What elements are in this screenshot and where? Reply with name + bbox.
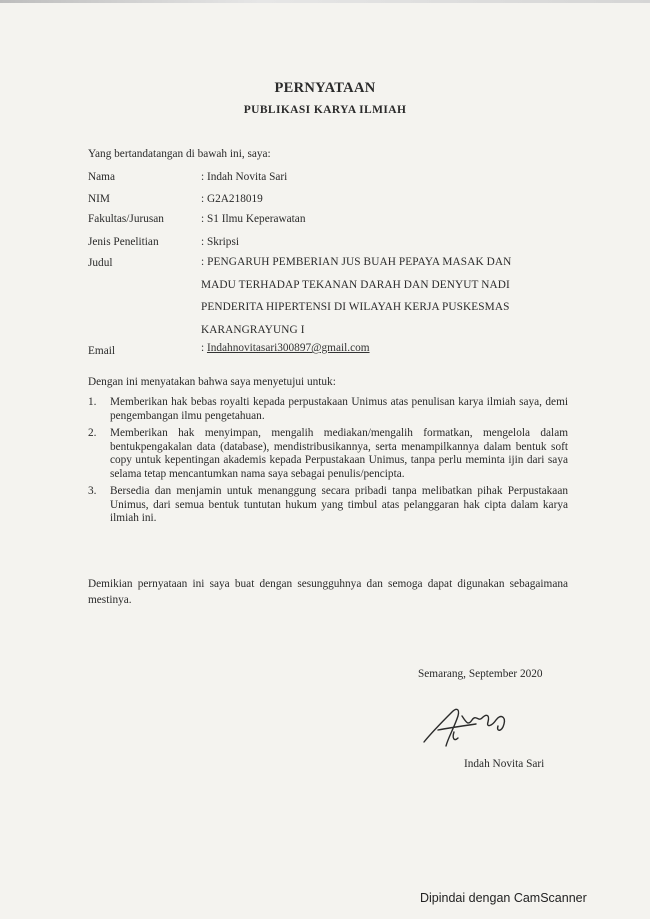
field-label-nama: Nama: [88, 171, 115, 183]
statement-intro: Dengan ini menyatakan bahwa saya menyetujui untuk:: [88, 376, 336, 388]
list-item-text: Bersedia dan menjamin untuk menanggung secara pribadi tanpa melibatkan pihak Perpustakaan Unimus, dari semua bentuk tuntutan hukum yang timbul atas pelanggaran hak cipta dalam karya ilmiah ini.: [110, 485, 568, 524]
field-value-judul: [201, 251, 571, 341]
document-subtitle: PUBLIKASI KARYA ILMIAH: [243, 104, 407, 116]
judul-line: MADU TERHADAP TEKANAN DARAH DAN DENYUT NADI: [201, 278, 510, 291]
field-value-fakultas: : S1 Ilmu Keperawatan: [201, 213, 306, 225]
field-value-email-wrap: [201, 342, 370, 354]
field-value-jenis: : Skripsi: [201, 236, 239, 248]
signer-name: Indah Novita Sari: [464, 758, 545, 770]
email-address: Indahnovitasari300897@gmail.com: [206, 342, 370, 354]
place-date: Semarang, September 2020: [418, 668, 543, 680]
field-label-judul: Judul: [88, 257, 113, 269]
list-item-number: 3.: [88, 485, 97, 497]
list-item: [88, 485, 568, 526]
list-item-text: Memberikan hak menyimpan, mengalih mediakan/mengalih formatkan, mengelola dalam bentukpengakalan data (database), mendistribusikannya, serta menampilkannya dalam bentuk soft copy untuk kepentingan akademis kepada Perpustakaan Unimus, tanpa perlu meminta ijin dari saya selama tetap mencantumkan nama saya sebagai penulis/pencipta.: [110, 427, 568, 480]
field-label-nim: NIM: [88, 193, 110, 205]
list-item-number: 1.: [88, 396, 97, 408]
judul-line: : PENGARUH PEMBERIAN JUS BUAH PEPAYA MASAK DAN: [201, 256, 512, 268]
field-value-nama: : Indah Novita Sari: [201, 171, 288, 183]
document-title: PERNYATAAN: [274, 80, 376, 96]
scanner-watermark: Dipindai dengan CamScanner: [420, 891, 587, 905]
field-value-nim: : G2A218019: [201, 193, 263, 205]
field-label-fakultas: Fakultas/Jurusan: [88, 213, 164, 225]
closing-statement: Demikian pernyataan ini saya buat dengan sesungguhnya dan semoga dapat digunakan sebagaimana mestinya.: [88, 578, 568, 606]
judul-line: KARANGRAYUNG I: [201, 323, 305, 336]
judul-line: PENDERITA HIPERTENSI DI WILAYAH KERJA PUSKESMAS: [201, 301, 510, 313]
list-item: [88, 396, 568, 423]
intro-text: Yang bertandatangan di bawah ini, saya:: [88, 148, 271, 160]
list-item-number: 2.: [88, 427, 97, 439]
field-label-jenis: Jenis Penelitian: [88, 236, 159, 248]
handwritten-signature: [418, 702, 528, 752]
list-item: [88, 427, 568, 481]
consent-list: [88, 396, 568, 530]
list-item-text: Memberikan hak bebas royalti kepada perpustakaan Unimus atas penulisan karya ilmiah saya, demi pengembangan ilmu pengetahuan.: [110, 396, 568, 422]
field-label-email: Email: [88, 345, 115, 357]
email-prefix: :: [201, 342, 207, 354]
scan-edge: [0, 0, 650, 3]
